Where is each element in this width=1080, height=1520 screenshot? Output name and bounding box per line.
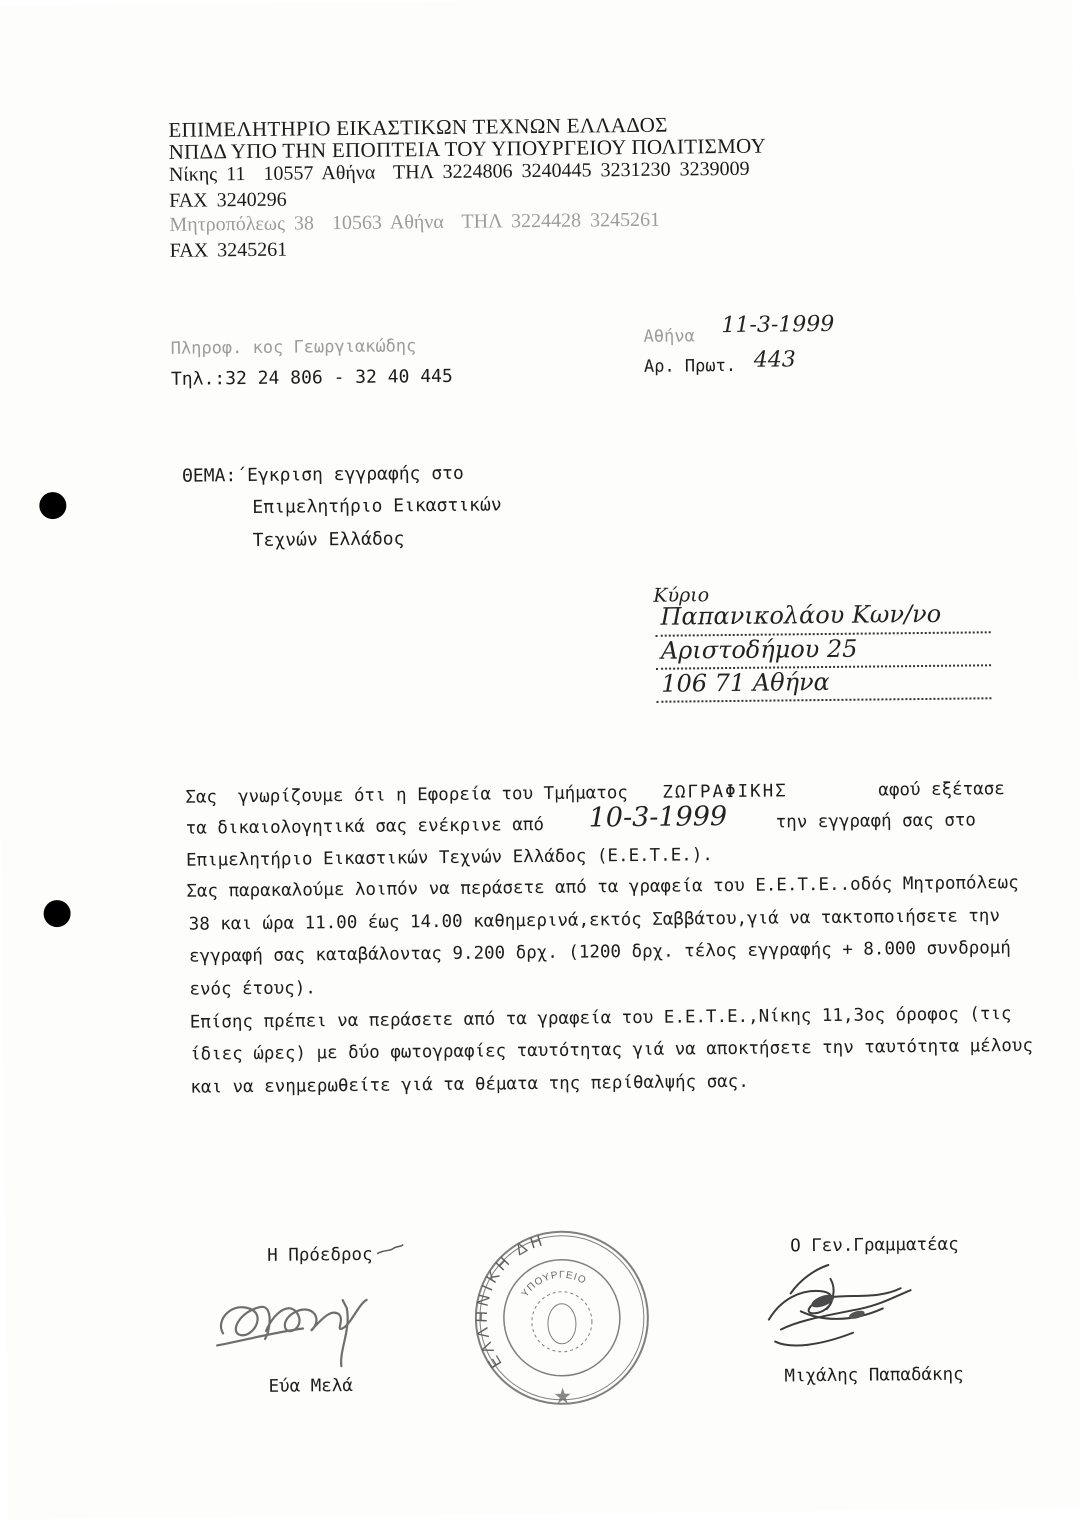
- recipient-salutation: Κύριο: [653, 584, 710, 607]
- stamp-inner-text: ΥΠΟΥΡΓΕΙΟ: [519, 1269, 589, 1300]
- body-text: αφού εξέτασε: [878, 779, 1005, 801]
- letterhead: [0, 0, 1072, 262]
- body-line: Σας παρακαλούμε λοιπόν να περάσετε από τα γραφεία του Ε.Ε.Τ.Ε..οδός Μητροπόλεως: [186, 872, 1019, 902]
- body-text: την εγγραφή σας στο: [775, 810, 976, 833]
- stamp-seal: [471, 1227, 653, 1409]
- dotted-line: [656, 697, 991, 703]
- body-line: Επιμελητήριο Εικαστικών Τεχνών Ελλάδος (Ε.Ε.Τ.Ε.).: [185, 845, 713, 871]
- recipient-name: Παπανικολάου Κων/νο: [660, 599, 942, 631]
- body-line: ενός έτους).: [189, 978, 316, 1000]
- protocol-label: Αρ. Πρωτ.: [643, 355, 737, 377]
- president-name: Εύα Μελά: [268, 1375, 353, 1397]
- body-text: Σας γνωρίζουμε ότι η Εφορεία του Τμήματος: [185, 783, 629, 808]
- secretary-signature: [760, 1258, 921, 1365]
- president-title: Η Πρόεδρος: [267, 1244, 373, 1266]
- svg-text:ΕΛΛΗΝΙΚΗ ΔΗ: [473, 1231, 550, 1370]
- approval-date: 10-3-1999: [588, 801, 728, 834]
- department-name: ΖΩΓΡΑΦΙΚΗΣ: [662, 781, 788, 803]
- secretary-title: Ο Γεν.Γραμματέας: [790, 1234, 959, 1257]
- squiggle-mark: [375, 1241, 405, 1257]
- protocol-number: 443: [753, 347, 796, 373]
- star-icon: [555, 1388, 571, 1404]
- letter-date: 11-3-1999: [721, 311, 835, 339]
- body-line: εγγραφή σας καταβάλοντας 9.200 δρχ. (1200 δρχ. τέλος εγγραφής + 8.000 συνδρομή: [188, 938, 1011, 967]
- branch-address: Μητροπόλεως 38 10563 Αθήνα ΤΗΛ 3224428 3245261: [169, 208, 661, 236]
- subject-line: ΘΕΜΑ:΄Εγκριση εγγραφής στο: [181, 462, 464, 487]
- punch-hole: [39, 492, 66, 519]
- subject-line: Τεχνών Ελλάδος: [252, 528, 405, 551]
- body-text: τα δικαιολογητικά σας ενέκρινε από: [185, 814, 545, 839]
- body-line: και να ενημερωθείτε γιά τα θέματα της περίθαλψής σας.: [190, 1071, 749, 1098]
- body-line: ίδιες ώρες) με δύο φωτογραφίες ταυτότητας γιά να αποκτήσετε την ταυτότητα μέλους: [189, 1035, 1034, 1065]
- contact-phone: Τηλ.:32 24 806 - 32 40 445: [170, 365, 453, 390]
- body-line: 38 και ώρα 11.00 έως 14.00 καθημερινά,εκτός Σαββάτου,γιά να τακτοποιήσετε την: [188, 906, 1001, 935]
- org-status: ΝΠΔΔ ΥΠΟ ΤΗΝ ΕΠΟΠΤΕΙΑ ΤΟΥ ΥΠΟΥΡΓΕΙΟΥ ΠΟΛΙΤΙΣΜΟΥ: [168, 133, 767, 164]
- body-line: Επίσης πρέπει να περάσετε από τα γραφεία του Ε.Ε.Τ.Ε.,Νίκης 11,3ος όροφος (τις: [189, 1004, 1012, 1033]
- stamp-outer-text: ΕΛΛΗΝΙΚΗ ΔΗ: [473, 1231, 549, 1371]
- president-signature: [210, 1270, 381, 1372]
- subject-line: Επιμελητήριο Εικαστικών: [252, 494, 502, 518]
- contact-person: Πληροφ. κος Γεωργιακώδης: [170, 336, 417, 359]
- recipient-city: 106 71 Αθήνα: [661, 667, 830, 698]
- main-address: Νίκης 11 10557 Αθήνα ΤΗΛ 3224806 3240445 3231230 3239009: [168, 157, 750, 186]
- punch-hole: [43, 900, 70, 927]
- place-label: Αθήνα: [643, 326, 695, 347]
- branch-fax: FAX 3245261: [169, 238, 288, 262]
- svg-text:ΥΠΟΥΡΓΕΙΟ: [519, 1269, 588, 1299]
- main-fax: FAX 3240296: [169, 188, 287, 212]
- recipient-street: Αριστοδήμου 25: [660, 634, 858, 665]
- secretary-name: Μιχάλης Παπαδάκης: [784, 1364, 964, 1387]
- org-name: ΕΠΙΜΕΛΗΤΗΡΙΟ ΕΙΚΑΣΤΙΚΩΝ ΤΕΧΝΩΝ ΕΛΛΑΔΟΣ: [168, 112, 668, 142]
